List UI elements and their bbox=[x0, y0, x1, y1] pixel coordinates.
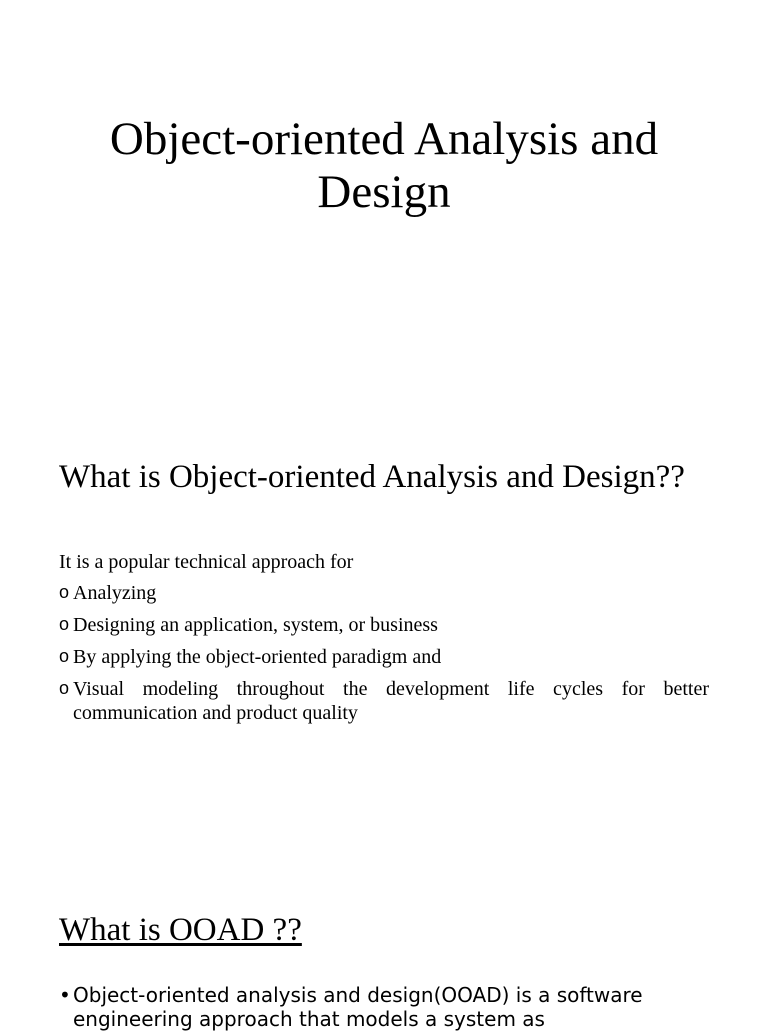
list-item-text: Object-oriented analysis and design(OOAD) is a software engineering approach that models a system as bbox=[73, 983, 643, 1031]
list-item-text: Analyzing bbox=[73, 582, 157, 604]
list-item bbox=[59, 645, 709, 669]
list-item-text: Visual modeling throughout the development life cycles for better communication and product quality bbox=[73, 678, 709, 724]
slide-title: Object-oriented Analysis and Design bbox=[109, 113, 659, 218]
list-item-text: By applying the object-oriented paradigm and bbox=[73, 646, 442, 668]
section-heading-what-is-ooad: What is OOAD ?? bbox=[59, 912, 302, 948]
ooad-approach-list bbox=[59, 581, 709, 733]
circle-bullet-icon: o bbox=[59, 678, 70, 698]
list-item bbox=[59, 677, 709, 725]
intro-text: It is a popular technical approach for bbox=[59, 551, 354, 573]
circle-bullet-icon: o bbox=[59, 614, 70, 634]
list-item-text: Designing an application, system, or business bbox=[73, 614, 438, 636]
dot-bullet-icon: • bbox=[59, 983, 71, 1007]
circle-bullet-icon: o bbox=[59, 582, 70, 602]
list-item bbox=[59, 613, 709, 637]
circle-bullet-icon: o bbox=[59, 646, 70, 666]
section-heading-what-is-ooad-full: What is Object-oriented Analysis and Design?? bbox=[59, 459, 685, 495]
list-item bbox=[59, 581, 709, 605]
